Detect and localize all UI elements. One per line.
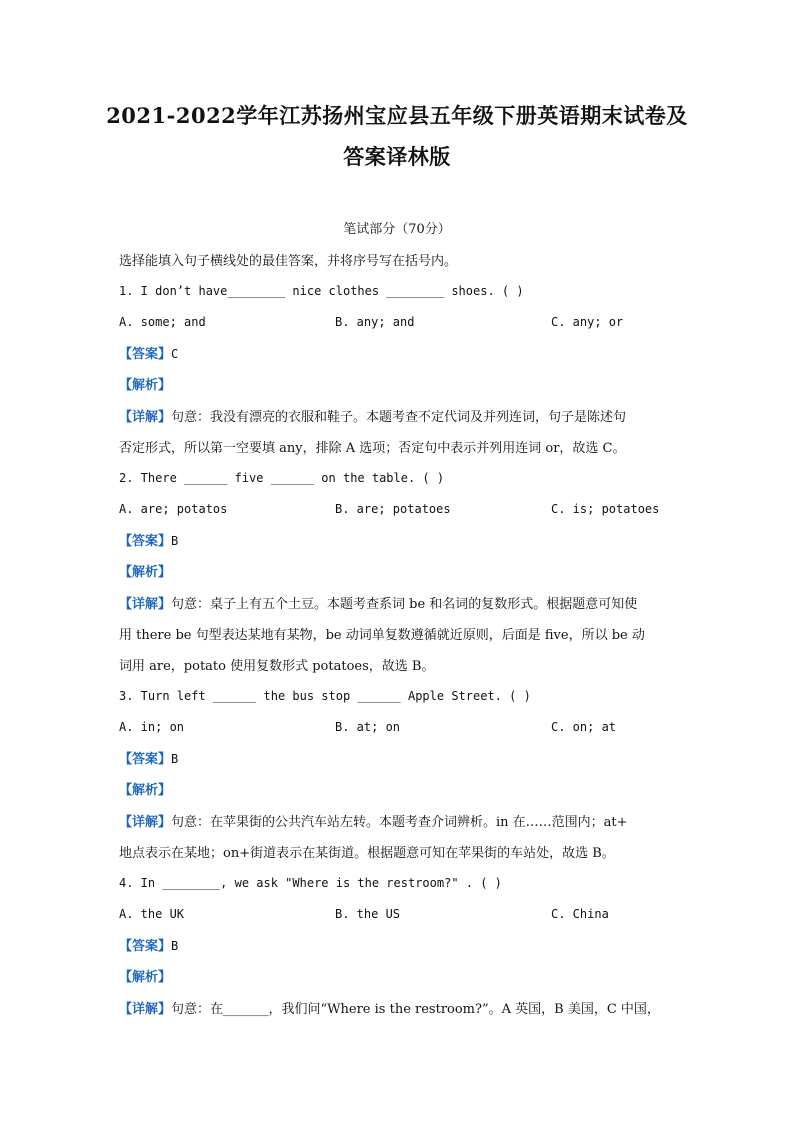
- answer-row-2: [119, 530, 178, 549]
- page-title: 2021-2022学年江苏扬州宝应县五年级下册英语期末试卷及: [106, 103, 688, 128]
- detail-label: 【详解】: [119, 1002, 172, 1017]
- option-b: B. the US: [335, 907, 401, 921]
- option-a: A. the UK: [119, 907, 185, 921]
- answer-row-4: [119, 935, 178, 954]
- analysis-row-1: [119, 374, 171, 393]
- analysis-label: 【解析】: [119, 565, 172, 580]
- detail-row-1: [119, 406, 626, 425]
- option-c: C. any; or: [551, 315, 624, 329]
- detail-label: 【详解】: [119, 815, 172, 830]
- detail-label: 【详解】: [119, 410, 172, 425]
- detail-continued: 地点表示在某地；on+街道表示在某街道。根据题意可知在苹果街的车站处，故选 B。: [119, 846, 615, 861]
- answer-value: C: [171, 347, 179, 361]
- answer-label: 【答案】: [119, 939, 172, 954]
- analysis-row-2: [119, 561, 171, 580]
- detail-row-4: [119, 998, 660, 1017]
- detail-label: 【详解】: [119, 597, 172, 612]
- detail-text: 句意：我没有漂亮的衣服和鞋子。本题考查不定代词及并列连词，句子是陈述句: [171, 410, 627, 425]
- question-stem-1: 1. I don’t have________ nice clothes ________ shoes. ( ): [119, 284, 524, 298]
- answer-label: 【答案】: [119, 752, 172, 767]
- question-stem-2: 2. There ______ five ______ on the table. ( ): [119, 471, 445, 485]
- answer-value: B: [171, 939, 179, 953]
- option-a: A. some; and: [119, 315, 206, 329]
- answer-row-3: [119, 748, 178, 767]
- answer-label: 【答案】: [119, 347, 172, 362]
- section-heading: 笔试部分（70分）: [343, 222, 451, 237]
- option-a: A. in; on: [119, 720, 185, 734]
- instruction-text: 选择能填入句子横线处的最佳答案，并将序号写在括号内。: [119, 254, 458, 269]
- answer-value: B: [171, 534, 179, 548]
- option-b: B. any; and: [335, 315, 415, 329]
- detail-continued: 词用 are，potato 使用复数形式 potatoes，故选 B。: [119, 659, 435, 674]
- analysis-label: 【解析】: [119, 970, 172, 985]
- analysis-label: 【解析】: [119, 378, 172, 393]
- analysis-label: 【解析】: [119, 783, 172, 798]
- analysis-row-3: [119, 779, 171, 798]
- option-c: C. is; potatoes: [551, 502, 660, 516]
- detail-row-2: [119, 593, 637, 612]
- option-b: B. at; on: [335, 720, 401, 734]
- detail-text: 句意：在_______，我们问“Where is the restroom?”。A 英国，B 美国，C 中国，: [171, 1002, 660, 1017]
- detail-text: 句意：在苹果街的公共汽车站左转。本题考查介词辨析。in 在……范围内；at+: [171, 815, 628, 830]
- option-c: C. China: [551, 907, 609, 921]
- detail-continued: 否定形式，所以第一空要填 any，排除 A 选项；否定句中表示并列用连词 or，故选 C。: [119, 441, 626, 456]
- question-stem-4: 4. In ________, we ask "Where is the restroom?" . ( ): [119, 876, 502, 890]
- option-b: B. are; potatoes: [335, 502, 451, 516]
- detail-row-3: [119, 811, 628, 830]
- answer-value: B: [171, 752, 179, 766]
- option-a: A. are; potatos: [119, 502, 228, 516]
- question-stem-3: 3. Turn left ______ the bus stop ______ Apple Street. ( ): [119, 689, 531, 703]
- detail-continued: 用 there be 句型表达某地有某物，be 动词单复数遵循就近原则，后面是 five，所以 be 动: [119, 628, 645, 643]
- page-title-continued: 答案译林版: [343, 144, 451, 169]
- analysis-row-4: [119, 966, 171, 985]
- answer-row-1: [119, 343, 178, 362]
- answer-label: 【答案】: [119, 534, 172, 549]
- option-c: C. on; at: [551, 720, 617, 734]
- detail-text: 句意：桌子上有五个土豆。本题考查系词 be 和名词的复数形式。根据题意可知使: [171, 597, 638, 612]
